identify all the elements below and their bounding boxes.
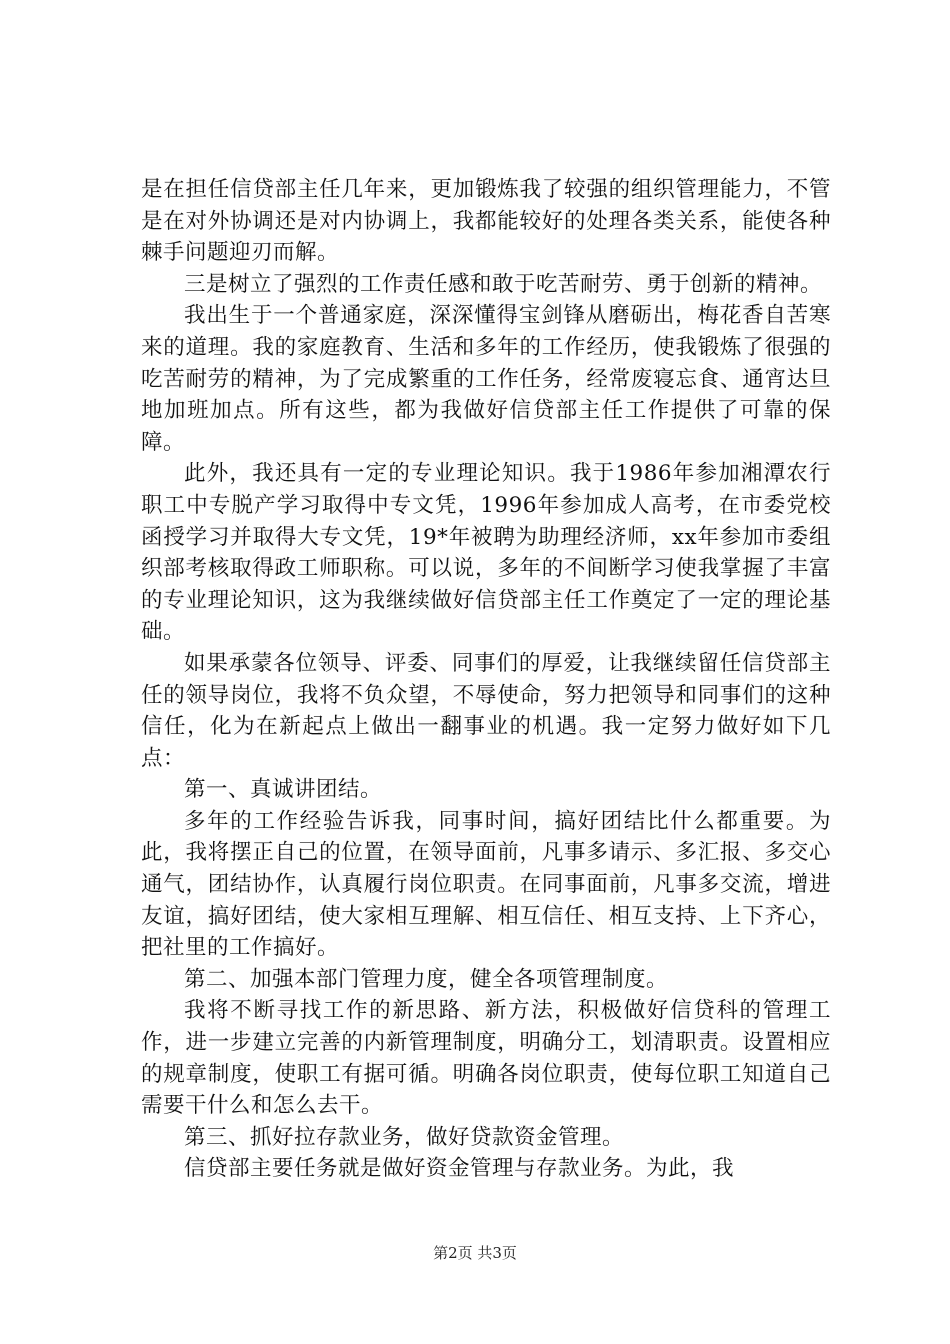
paragraph-heading: 第一、真诚讲团结。 xyxy=(184,777,383,803)
paragraph: 信贷部主要任务就是做好资金管理与存款业务。为此，我 xyxy=(184,1156,735,1182)
paragraph: 我将不断寻找工作的新思路、新方法，积极做好信贷科的管理工作，进一步建立完善的内新管理制度，明确分工，划清职责。设置相应的规章制度，使职工有据可循。明确各岗位职责，使每位职工知道自己需要干什么和怎么去干。 xyxy=(141,998,831,1119)
paragraph-heading: 第三、抓好拉存款业务，做好贷款资金管理。 xyxy=(184,1124,625,1150)
paragraph-heading: 第二、加强本部门管理力度，健全各项管理制度。 xyxy=(184,966,669,992)
paragraph: 此外，我还具有一定的专业理论知识。我于1986年参加湘潭农行职工中专脱产学习取得中专文凭，1996年参加成人高考，在市委党校函授学习并取得大专文凭，19*年被聘为助理经济师，xx年参加市委组织部考核取得政工师职称。可以说，多年的不间断学习使我掌握了丰富的专业理论知识，这为我继续做好信贷部主任工作奠定了一定的理论基础。 xyxy=(141,461,831,645)
paragraph: 如果承蒙各位领导、评委、同事们的厚爱，让我继续留任信贷部主任的领导岗位，我将不负众望，不辱使命，努力把领导和同事们的这种信任，化为在新起点上做出一翻事业的机遇。我一定努力做好如下几点： xyxy=(141,650,831,771)
paragraph: 三是树立了强烈的工作责任感和敢于吃苦耐劳、勇于创新的精神。 xyxy=(184,271,823,297)
paragraph: 是在担任信贷部主任几年来，更加锻炼我了较强的组织管理能力，不管是在对外协调还是对内协调上，我都能较好的处理各类关系，能使各种棘手问题迎刃而解。 xyxy=(141,177,831,266)
page-number-label: 第2页 共3页 xyxy=(433,1244,517,1262)
paragraph: 我出生于一个普通家庭，深深懂得宝剑锋从磨砺出，梅花香自苦寒来的道理。我的家庭教育、生活和多年的工作经历，使我锻炼了很强的吃苦耐劳的精神，为了完成繁重的工作任务，经常废寝忘食、通宵达旦地加班加点。所有这些，都为我做好信贷部主任工作提供了可靠的保障。 xyxy=(141,303,831,455)
paragraph: 多年的工作经验告诉我，同事时间，搞好团结比什么都重要。为此，我将摆正自己的位置，在领导面前，凡事多请示、多汇报、多交心通气，团结协作，认真履行岗位职责。在同事面前，凡事多交流，增进友谊，搞好团结，使大家相互理解、相互信任、相互支持、上下齐心，把社里的工作搞好。 xyxy=(141,808,831,961)
document-body xyxy=(141,174,831,1185)
page-footer xyxy=(0,1243,950,1263)
